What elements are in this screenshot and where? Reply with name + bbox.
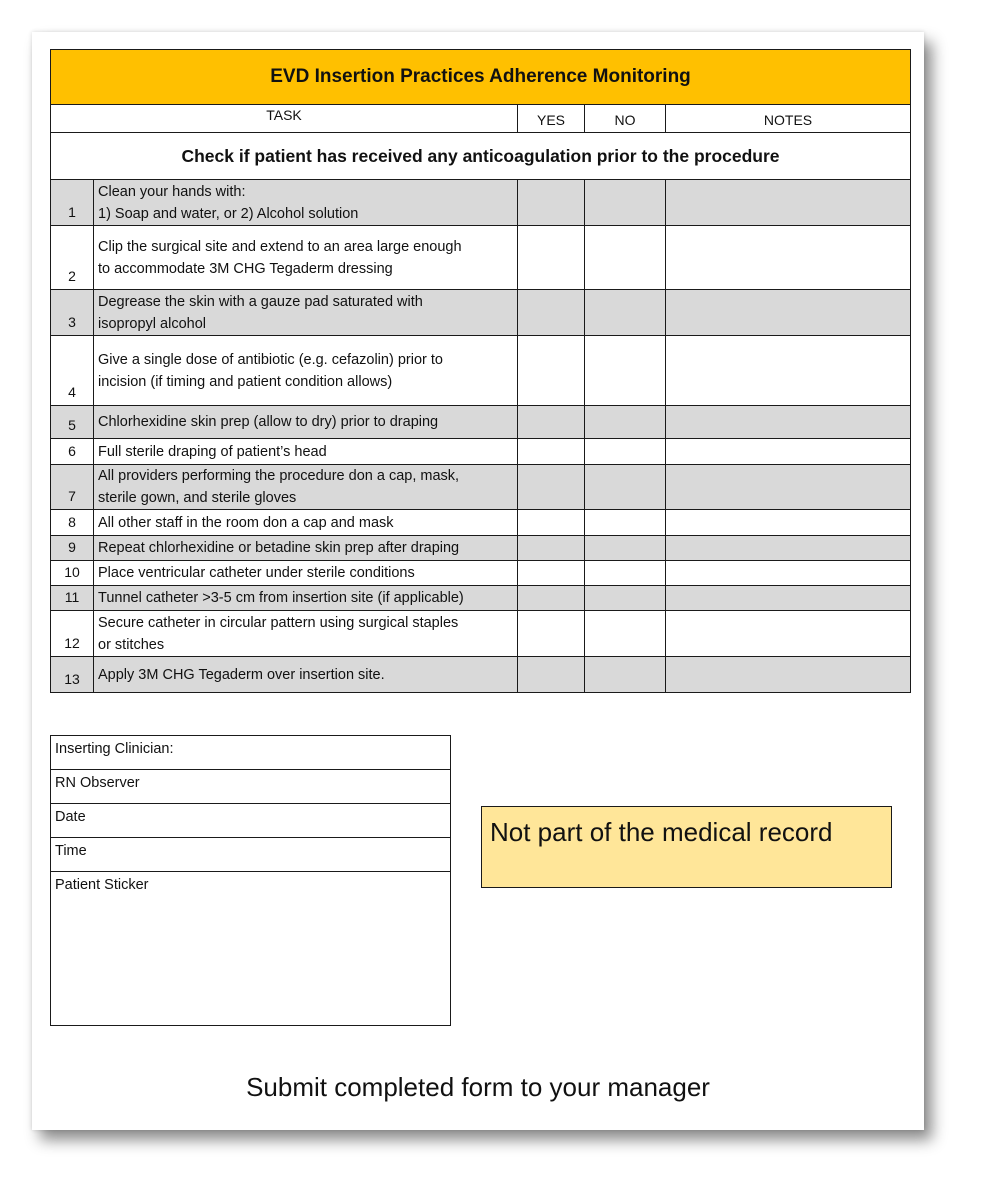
yes-cell[interactable] — [518, 465, 585, 510]
task-line: Chlorhexidine skin prep (allow to dry) prior to draping — [98, 414, 439, 430]
yes-cell[interactable] — [518, 180, 585, 226]
task-description — [94, 226, 518, 290]
no-cell[interactable] — [585, 439, 666, 465]
no-cell[interactable] — [585, 611, 666, 657]
task-number: 2 — [51, 226, 94, 290]
notes-cell[interactable] — [666, 536, 911, 561]
task-number: 3 — [51, 290, 94, 336]
no-cell[interactable] — [585, 290, 666, 336]
task-line: sterile gown, and sterile gloves — [98, 490, 297, 506]
not-medical-record-notice: Not part of the medical record — [481, 806, 892, 888]
task-description — [94, 406, 518, 439]
notes-column-header: NOTES — [666, 105, 911, 133]
yes-cell[interactable] — [518, 226, 585, 290]
task-number: 4 — [51, 336, 94, 406]
notes-cell[interactable] — [666, 586, 911, 611]
yes-cell[interactable] — [518, 290, 585, 336]
notes-cell[interactable] — [666, 465, 911, 510]
task-number: 8 — [51, 510, 94, 536]
no-column-header: NO — [585, 105, 666, 133]
submit-instruction: Submit completed form to your manager — [246, 1072, 710, 1102]
task-line: Place ventricular catheter under sterile conditions — [98, 565, 415, 581]
task-number: 13 — [51, 657, 94, 693]
task-line: Degrease the skin with a gauze pad saturated with — [98, 293, 423, 310]
no-cell[interactable] — [585, 336, 666, 406]
task-row — [51, 510, 911, 536]
task-description — [94, 336, 518, 406]
yes-cell[interactable] — [518, 561, 585, 586]
task-description — [94, 536, 518, 561]
task-number: 12 — [51, 611, 94, 657]
task-column-header: TASK — [51, 105, 518, 133]
task-line: Apply 3M CHG Tegaderm over insertion site. — [98, 666, 385, 683]
task-description — [94, 510, 518, 536]
task-line: or stitches — [98, 636, 165, 653]
task-line: Full sterile draping of patient’s head — [98, 443, 327, 460]
task-line: Tunnel catheter >3-5 cm from insertion site (if applicable) — [98, 590, 464, 606]
notes-cell[interactable] — [666, 657, 911, 693]
task-description — [94, 439, 518, 465]
task-description — [94, 180, 518, 226]
notes-cell[interactable] — [666, 336, 911, 406]
task-number: 1 — [51, 180, 94, 226]
anticoagulation-check: Check if patient has received any anticoagulation prior to the procedure — [51, 133, 911, 180]
notes-cell[interactable] — [666, 611, 911, 657]
no-cell[interactable] — [585, 657, 666, 693]
notes-cell[interactable] — [666, 406, 911, 439]
no-cell[interactable] — [585, 536, 666, 561]
task-number: 9 — [51, 536, 94, 561]
yes-cell[interactable] — [518, 657, 585, 693]
task-row — [51, 226, 911, 290]
no-cell[interactable] — [585, 226, 666, 290]
patient-sticker-field[interactable]: Patient Sticker — [55, 877, 149, 893]
yes-cell[interactable] — [518, 510, 585, 536]
task-description — [94, 657, 518, 693]
no-cell[interactable] — [585, 510, 666, 536]
task-number: 10 — [51, 561, 94, 586]
notes-cell[interactable] — [666, 439, 911, 465]
form-sheet — [32, 32, 924, 1130]
signoff-box — [50, 735, 451, 1026]
task-row — [51, 336, 911, 406]
yes-cell[interactable] — [518, 439, 585, 465]
task-line: Clip the surgical site and extend to an area large enough — [98, 238, 462, 255]
task-description — [94, 611, 518, 657]
rn-observer-field[interactable]: RN Observer — [51, 770, 450, 804]
task-line: All providers performing the procedure don a cap, mask, — [98, 468, 460, 484]
task-number: 11 — [51, 586, 94, 611]
yes-cell[interactable] — [518, 611, 585, 657]
task-description — [94, 290, 518, 336]
task-row — [51, 290, 911, 336]
task-row — [51, 180, 911, 226]
adherence-checklist-table — [50, 49, 911, 693]
no-cell[interactable] — [585, 561, 666, 586]
task-line: 1) Soap and water, or 2) Alcohol solution — [98, 205, 359, 222]
notes-cell[interactable] — [666, 561, 911, 586]
no-cell[interactable] — [585, 406, 666, 439]
task-number: 7 — [51, 465, 94, 510]
task-row — [51, 561, 911, 586]
task-description — [94, 561, 518, 586]
task-line: Clean your hands with: — [98, 183, 246, 200]
notes-cell[interactable] — [666, 510, 911, 536]
task-line: Give a single dose of antibiotic (e.g. cefazolin) prior to — [98, 351, 443, 368]
yes-column-header: YES — [518, 105, 585, 133]
task-row — [51, 406, 911, 439]
task-line: All other staff in the room don a cap and mask — [98, 514, 394, 531]
task-row — [51, 465, 911, 510]
task-row — [51, 536, 911, 561]
inserting-clinician-field[interactable]: Inserting Clinician: — [51, 736, 450, 770]
task-line: to accommodate 3M CHG Tegaderm dressing — [98, 260, 393, 277]
task-row — [51, 657, 911, 693]
task-number: 5 — [51, 406, 94, 439]
task-number: 6 — [51, 439, 94, 465]
task-description — [94, 586, 518, 611]
yes-cell[interactable] — [518, 536, 585, 561]
no-cell[interactable] — [585, 586, 666, 611]
notes-cell[interactable] — [666, 180, 911, 226]
task-description — [94, 465, 518, 510]
task-line: isopropyl alcohol — [98, 315, 207, 332]
task-row — [51, 439, 911, 465]
notes-cell[interactable] — [666, 290, 911, 336]
task-line: incision (if timing and patient condition allows) — [98, 373, 393, 390]
date-field[interactable]: Date — [51, 804, 450, 838]
task-line: Repeat chlorhexidine or betadine skin prep after draping — [98, 540, 460, 556]
task-row — [51, 586, 911, 611]
task-row — [51, 611, 911, 657]
yes-cell[interactable] — [518, 336, 585, 406]
form-title: EVD Insertion Practices Adherence Monitoring — [51, 50, 911, 105]
notes-cell[interactable] — [666, 226, 911, 290]
yes-cell[interactable] — [518, 406, 585, 439]
no-cell[interactable] — [585, 180, 666, 226]
no-cell[interactable] — [585, 465, 666, 510]
time-field[interactable]: Time — [51, 838, 450, 872]
task-line: Secure catheter in circular pattern using surgical staples — [98, 614, 459, 631]
yes-cell[interactable] — [518, 586, 585, 611]
